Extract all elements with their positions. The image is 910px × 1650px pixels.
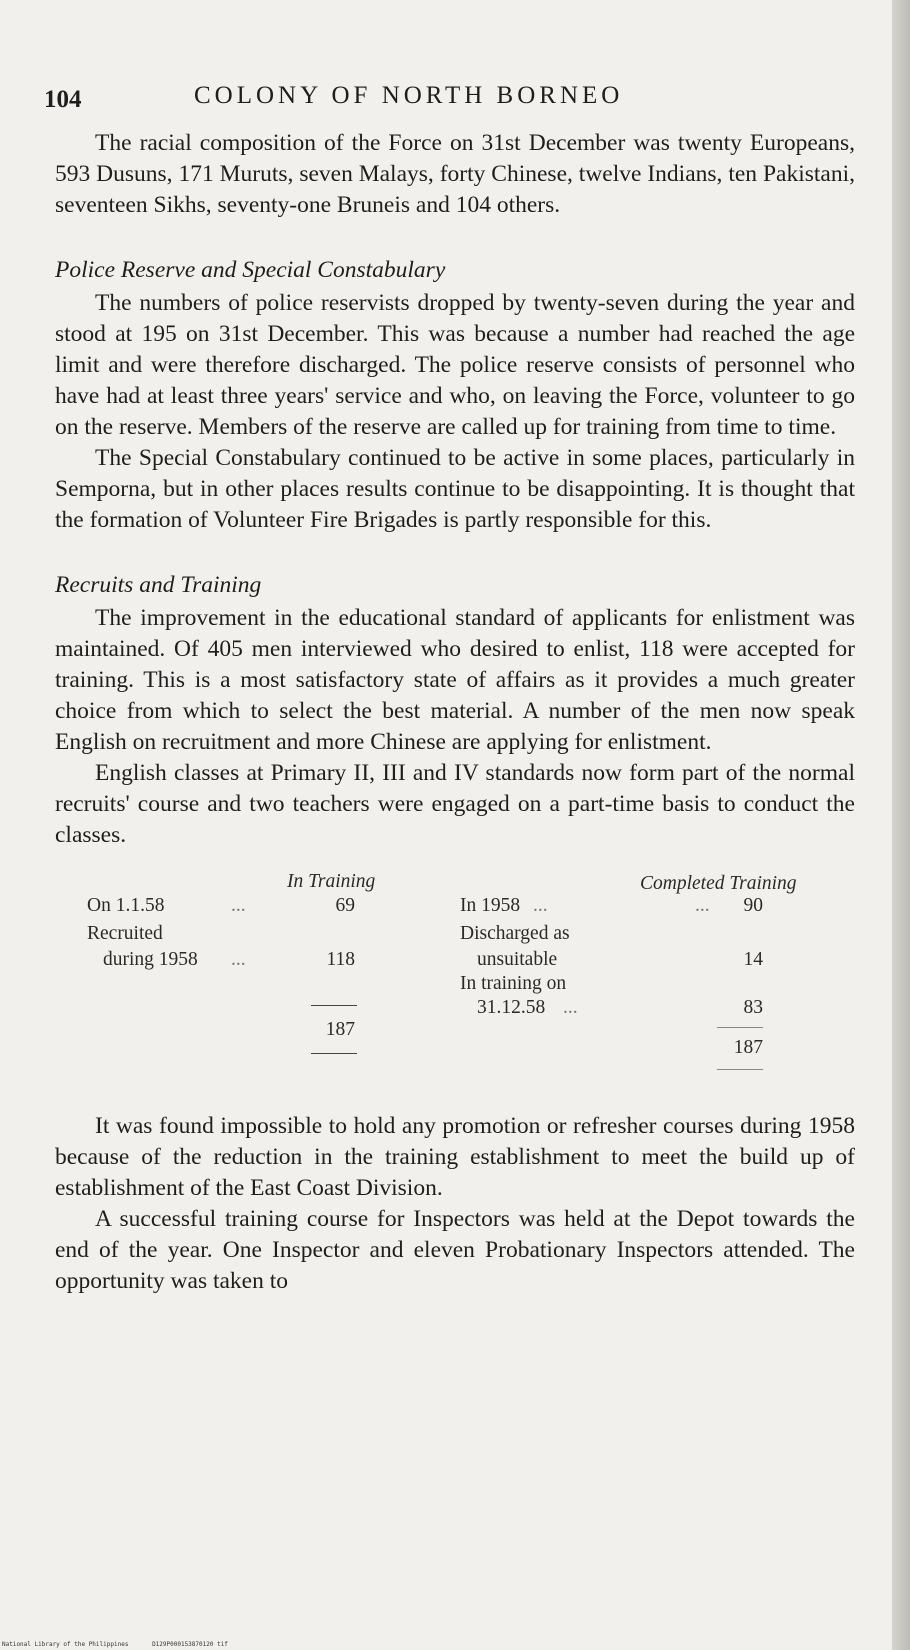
row-in1958-leader-2: ... xyxy=(695,895,710,916)
row-recruited-label-line2: during 1958 xyxy=(103,949,198,970)
section-heading-police-reserve: Police Reserve and Special Constabulary xyxy=(55,257,446,283)
recruits-paragraph-2: English classes at Primary II, III and IV standards now form part of the normal recruits' course and two teachers were engaged on a part-time basis to conduct the classes. xyxy=(55,760,855,848)
training-table xyxy=(55,869,855,1091)
row-recruited-leader: ... xyxy=(231,949,246,970)
row-recruited-value: 118 xyxy=(326,949,355,970)
row-intraining-label-line2: 31.12.58 xyxy=(477,997,546,1018)
row-discharged-label-line1: Discharged as xyxy=(460,923,570,944)
police-reserve-paragraph-1: The numbers of police reservists dropped by twenty-seven during the year and stood at 195 on 31st December. This was because a number had reached the age limit and were therefore discharged. The police reserve consists of personnel who have had at least three years' service and who, on leaving the Force, volunteer to go on the reserve. Members of the reserve are called up for training from time to time. xyxy=(55,290,855,440)
running-title: COLONY OF NORTH BORNEO xyxy=(194,82,624,109)
right-total-rule xyxy=(717,1069,763,1070)
closing-paragraph-1: It was found impossible to hold any promotion or refresher courses during 1958 because of the reduction in the training establishment to meet the build up of establishment of the East Coast Division. xyxy=(55,1113,855,1201)
row-recruited-label-line1: Recruited xyxy=(87,923,163,944)
row-in1958-leader: ... xyxy=(533,895,548,916)
row-discharged-value: 14 xyxy=(743,949,763,970)
right-total: 187 xyxy=(733,1037,763,1058)
row-discharged-label-line2: unsuitable xyxy=(477,949,558,970)
recruits-paragraph-1: The improvement in the educational standard of applicants for enlistment was maintained. Of 405 men interviewed who desired to enlist, 118 were accepted for training. This is a most satisfactory state of affairs as it provides a much greater choice from which to select the best material. A number of the men now speak English on recruitment and more Chinese are applying for enlistment. xyxy=(55,605,855,755)
row-on-label: On 1.1.58 xyxy=(87,895,165,916)
row-intraining-value: 83 xyxy=(743,997,763,1018)
closing-paragraph-2: A successful training course for Inspectors was held at the Depot towards the end of the year. One Inspector and eleven Probationary Inspectors attended. The opportunity was taken to xyxy=(55,1206,855,1294)
row-intraining-leader: ... xyxy=(563,997,578,1018)
left-sum-rule xyxy=(311,1005,357,1006)
section-heading-recruits: Recruits and Training xyxy=(55,572,262,598)
page-header xyxy=(44,82,844,118)
row-on-value: 69 xyxy=(335,895,355,916)
completed-training-header: Completed Training xyxy=(640,873,797,894)
intro-paragraph: The racial composition of the Force on 31st December was twenty Europeans, 593 Dusuns, 171 Muruts, seven Malays, forty Chinese, twelve Indians, ten Pakistani, seventeen Sikhs, seventy-one Bruneis and 104 others. xyxy=(55,130,855,218)
row-on-leader: ... xyxy=(231,895,246,916)
page-body xyxy=(55,128,855,1297)
page-edge-shadow xyxy=(892,0,910,1650)
police-reserve-paragraph-2: The Special Constabulary continued to be active in some places, particularly in Semporna, but in other places results continue to be disappointing. It is thought that the formation of Volunteer Fire Brigades is partly responsible for this. xyxy=(55,445,855,533)
left-total-rule xyxy=(311,1053,357,1054)
right-sum-rule xyxy=(717,1027,763,1028)
row-in1958-label: In 1958 xyxy=(460,895,521,916)
row-in1958-value: 90 xyxy=(743,895,763,916)
left-total: 187 xyxy=(325,1019,355,1040)
library-credit: National Library of the Philippines xyxy=(2,1641,129,1648)
scan-file-id: D129P000153870120 tif xyxy=(152,1641,228,1648)
in-training-header: In Training xyxy=(287,871,376,892)
page-number: 104 xyxy=(44,86,82,113)
scan-footer xyxy=(2,1641,248,1648)
row-intraining-label-line1: In training on xyxy=(460,973,567,994)
